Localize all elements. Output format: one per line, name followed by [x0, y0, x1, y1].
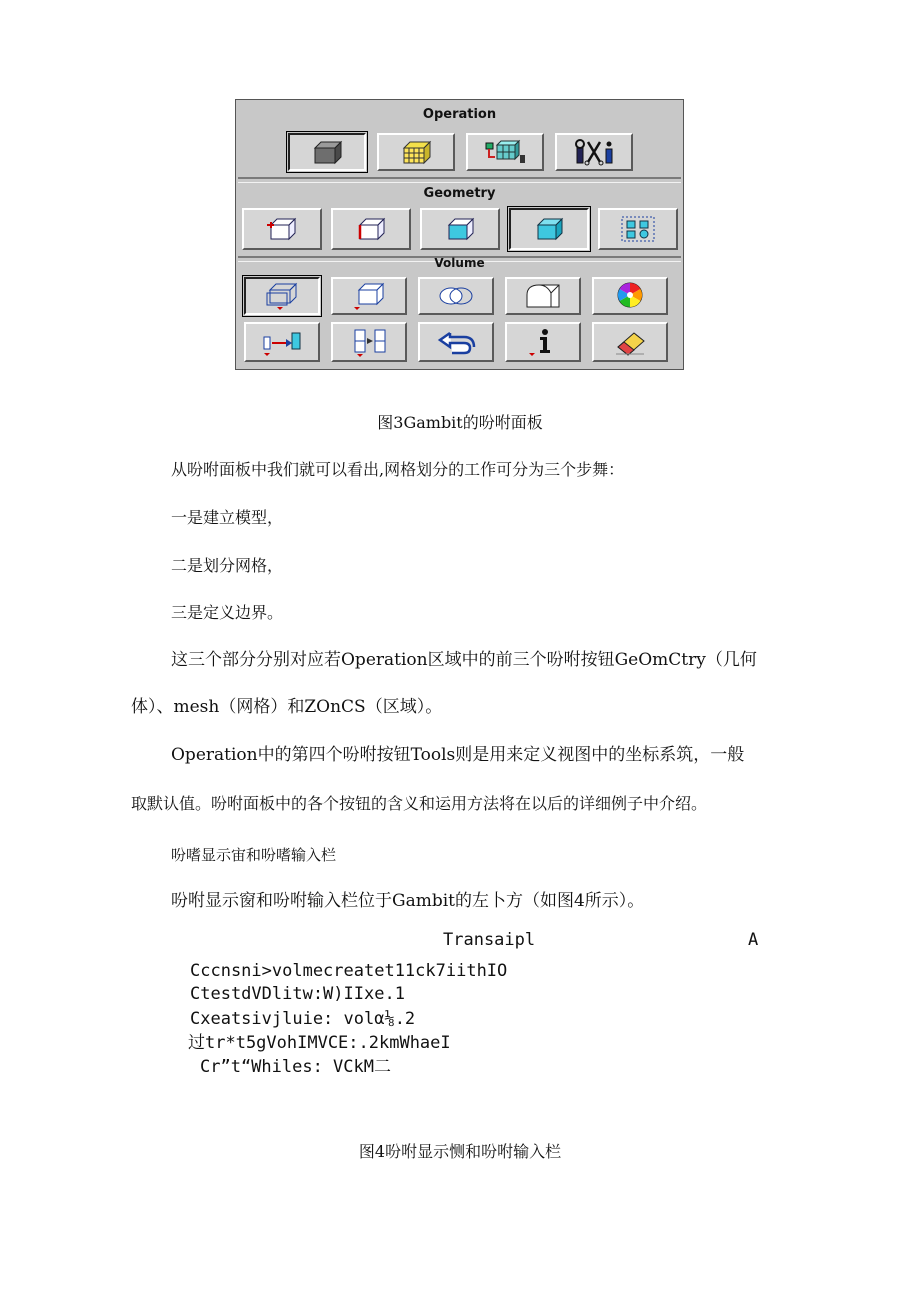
- face-icon[interactable]: [420, 208, 500, 250]
- move-volume-icon[interactable]: [331, 277, 407, 315]
- paragraph-4: 三是定义边界。: [171, 603, 284, 622]
- gambit-operation-panel: [235, 99, 684, 370]
- console-line-5: Cr”t“Whiles: VCkM二: [200, 1057, 391, 1077]
- geometry-section-title: Geometry: [423, 186, 496, 201]
- figure-3-caption: 图3Gambit的吩咐面板: [377, 413, 543, 432]
- console-line-4: 过tr*t5gVohIMVCE:.2kmWhaeI: [188, 1033, 451, 1053]
- paragraph-3: 二是划分网格，: [171, 556, 284, 575]
- connect-icon[interactable]: [244, 322, 320, 362]
- console-line-1: Cccnsni>volmecreatet11ck7iithIO: [190, 961, 508, 981]
- paragraph-5-line-1: 这三个部分分别对应若Operation区域中的前三个吩咐按钮GeOmCtry（几何: [171, 650, 757, 670]
- create-volume-icon[interactable]: [244, 277, 320, 315]
- tools-icon[interactable]: [555, 133, 633, 171]
- console-corner-mark: A: [748, 930, 759, 950]
- console-line-2: CtestdVDlitw:W)IIxe.1: [190, 984, 405, 1004]
- volume-section-title: Volume: [434, 256, 485, 270]
- paragraph-2: 一是建立模型，: [171, 508, 284, 527]
- separator: [238, 177, 681, 183]
- edge-icon[interactable]: [331, 208, 411, 250]
- paragraph-5-line-2: 体）、mesh（网格）和ZOnCS（区域）。: [131, 697, 443, 717]
- vertex-icon[interactable]: [242, 208, 322, 250]
- paragraph-8: 吩咐显示窗和吩咐输入栏位于Gambit的左卜方（如图4所示）。: [171, 891, 645, 911]
- paragraph-1: 从吩咐面板中我们就可以看出,网格划分的工作可分为三个步舞：: [171, 460, 625, 479]
- delete-eraser-icon[interactable]: [592, 322, 668, 362]
- paragraph-6-line-1: Operation中的第四个吩咐按钮Tools则是用来定义视图中的坐标系筑，一般: [171, 745, 745, 765]
- geometry-cube-icon[interactable]: [288, 133, 366, 171]
- console-line-3: Cxeatsivjluie: volα⅛.2: [190, 1009, 416, 1029]
- mesh-grid-icon[interactable]: [377, 133, 455, 171]
- volume-icon[interactable]: [509, 208, 589, 250]
- color-wheel-icon[interactable]: [592, 277, 668, 315]
- undo-icon[interactable]: [418, 322, 494, 362]
- console-title: Transaipl: [443, 930, 536, 950]
- zones-icon[interactable]: [466, 133, 544, 171]
- paragraph-6-line-2: 取默认值。吩咐面板中的各个按钮的含义和运用方法将在以后的详细例子中介绍。: [131, 794, 708, 813]
- info-icon[interactable]: [505, 322, 581, 362]
- section-heading: 吩嗜显示宙和吩嗜输入栏: [171, 846, 337, 864]
- split-volume-icon[interactable]: [505, 277, 581, 315]
- operation-section-title: Operation: [422, 107, 497, 122]
- figure-4-caption: 图4吩咐显示恻和吩咐输入栏: [358, 1142, 562, 1161]
- boolean-icon[interactable]: [418, 277, 494, 315]
- merge-icon[interactable]: [331, 322, 407, 362]
- group-icon[interactable]: [598, 208, 678, 250]
